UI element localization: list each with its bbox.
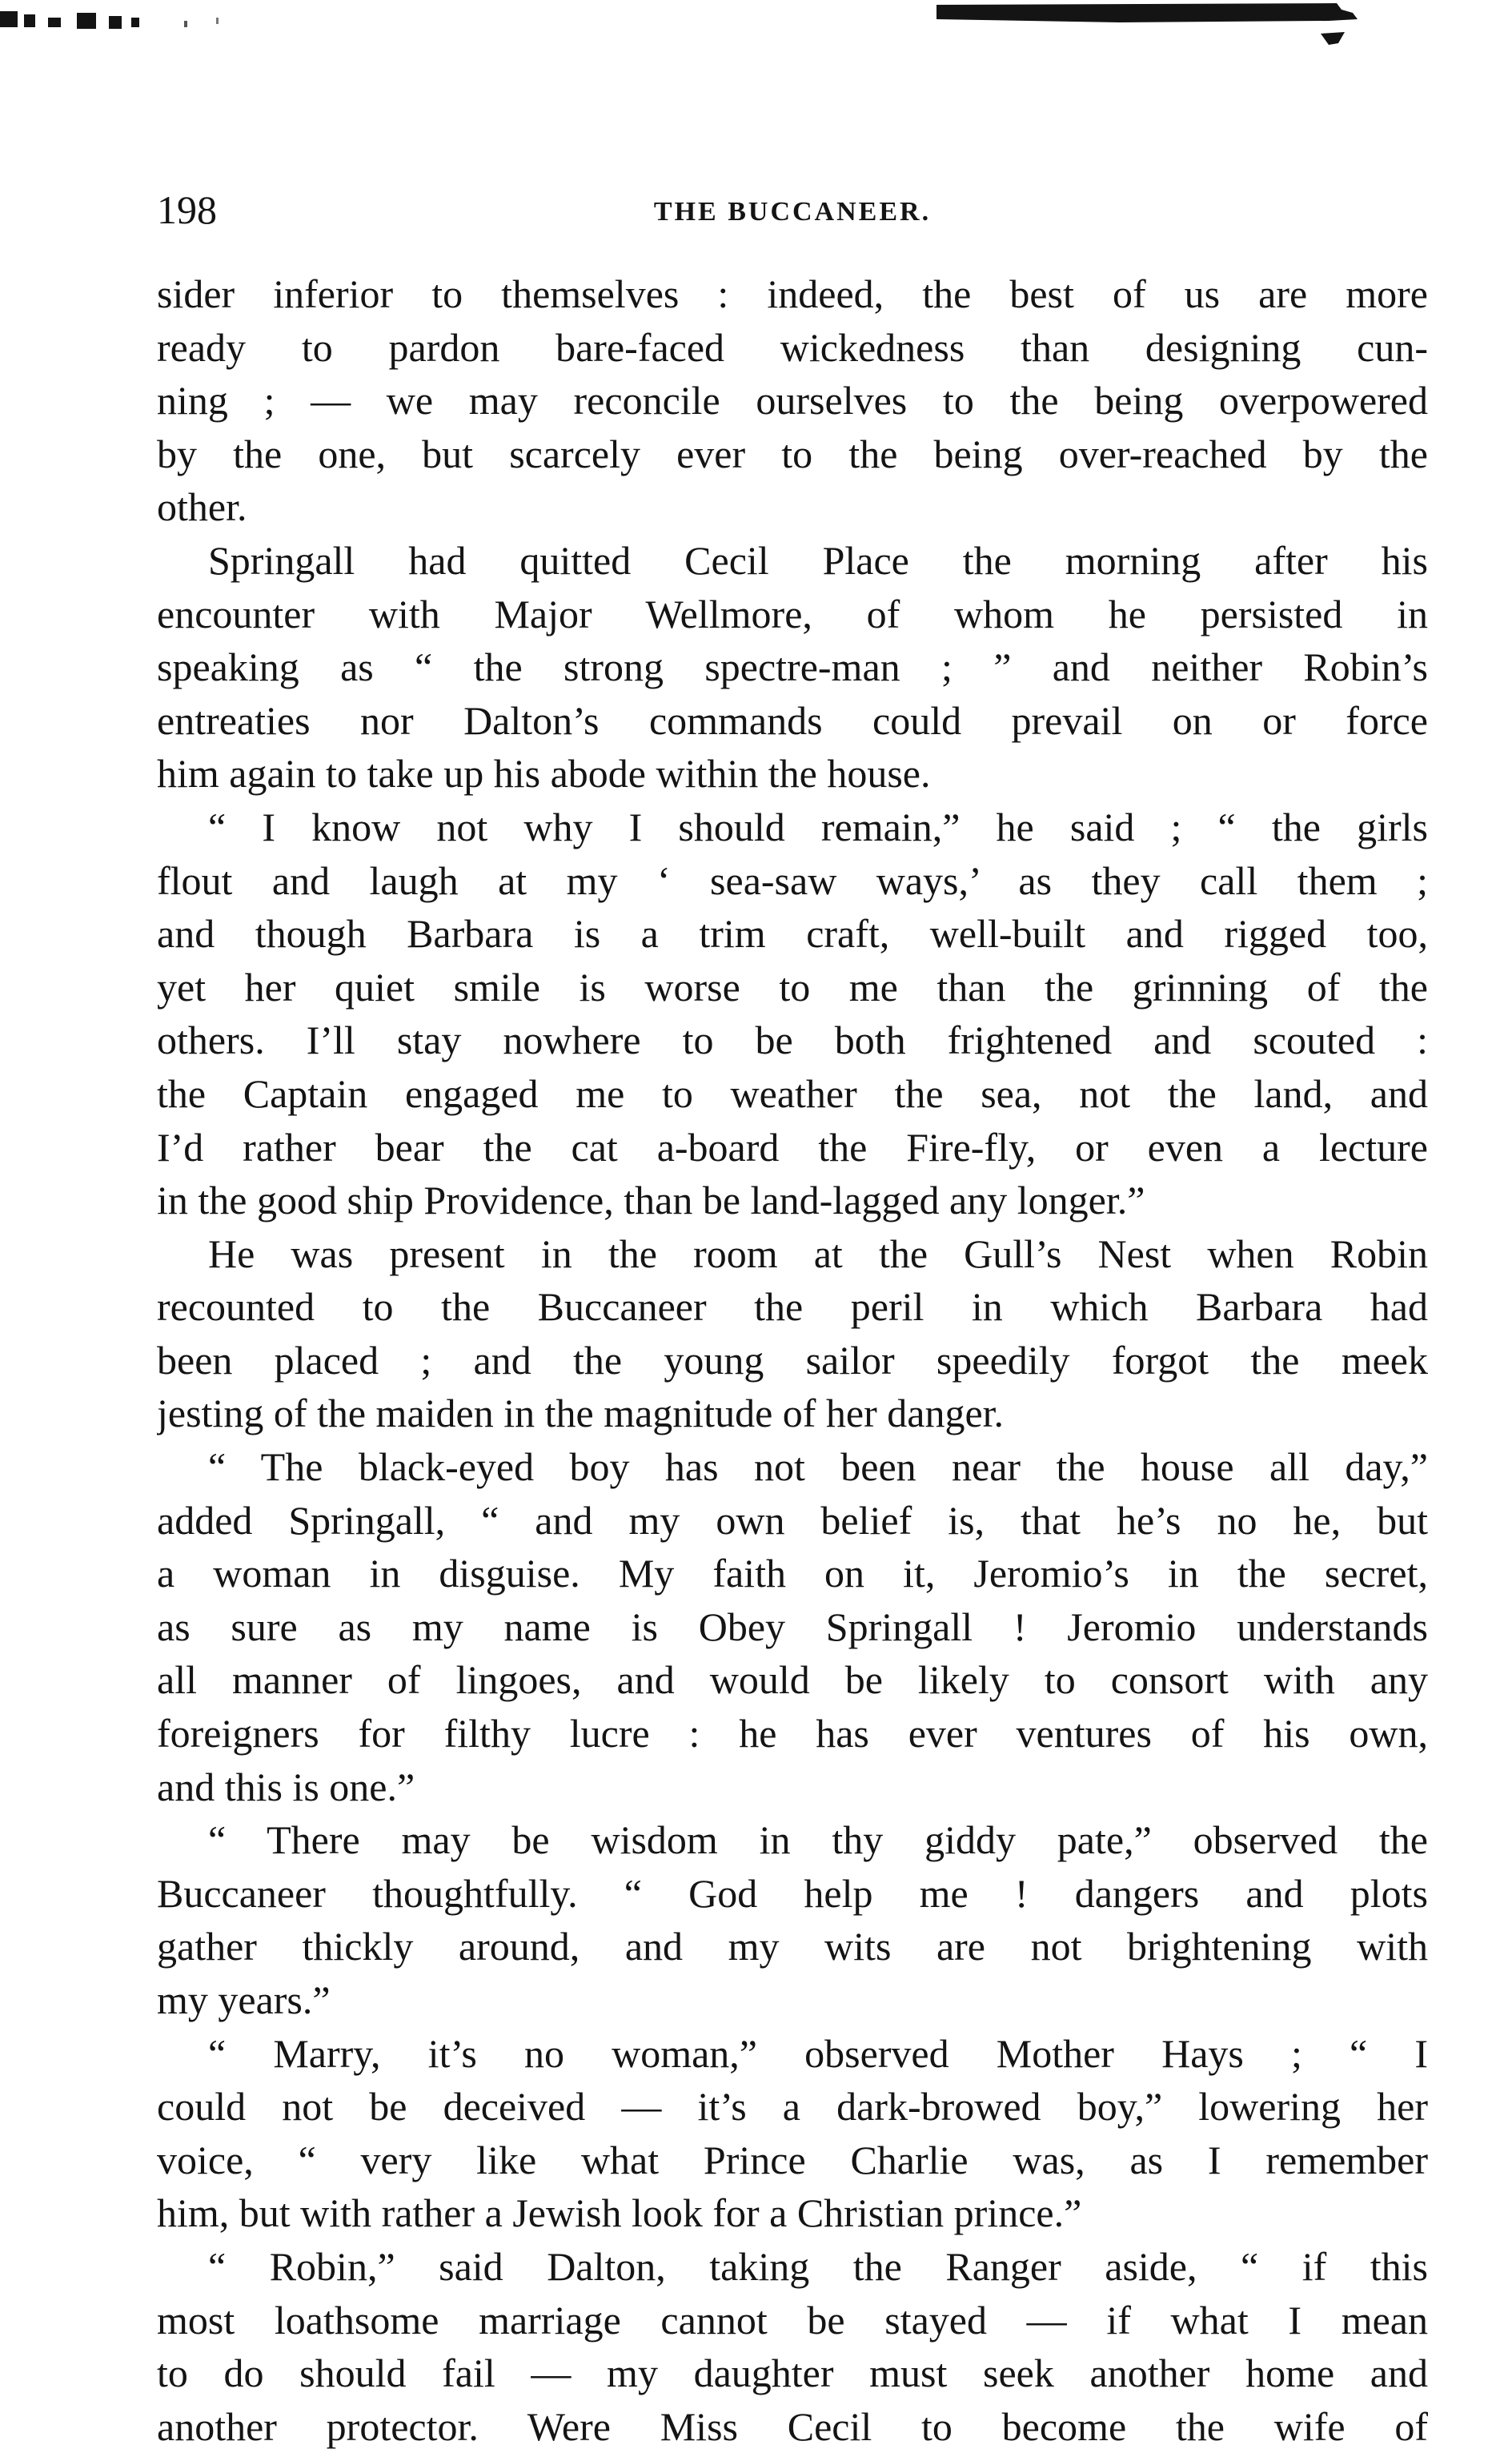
text-line: “ Robin,” said Dalton, taking the Ranger aside, “ if this (208, 2243, 1428, 2289)
text-line: in the good ship Providence, than be land-lagged any longer.” (157, 1178, 1145, 1223)
text-line: by the one, but scarcely ever to the being over-reached by the (157, 431, 1428, 476)
text-line: a woman in disguise. My faith on it, Jeromio’s in the secret, (157, 1551, 1428, 1596)
text-line: “ The black-eyed boy has not been near the house all day,” (208, 1444, 1428, 1490)
text-line: yet her quiet smile is worse to me than the grinning of the (157, 964, 1428, 1010)
text-line: ready to pardon bare-faced wickedness than designing cun- (157, 324, 1428, 370)
text-line: been placed ; and the young sailor speedily forgot the meek (157, 1337, 1428, 1383)
text-line: “ Marry, it’s no woman,” observed Mother Hays ; “ I (208, 2030, 1428, 2076)
text-line: as sure as my name is Obey Springall ! Jeromio understands (157, 1604, 1428, 1649)
text-line: and this is one.” (157, 1764, 415, 1809)
text-line: encounter with Major Wellmore, of whom he persisted in (157, 591, 1428, 636)
body-text (157, 267, 1428, 2453)
text-line: recounted to the Buccaneer the peril in which Barbara had (157, 1284, 1428, 1330)
page-header (157, 186, 1428, 234)
text-line: could not be deceived — it’s a dark-browed boy,” lowering her (157, 2084, 1428, 2130)
text-line: jesting of the maiden in the magnitude of her danger. (157, 1391, 1005, 1436)
text-line: foreigners for filthy lucre : he has ever ventures of his own, (157, 1711, 1428, 1756)
text-line: other. (157, 484, 247, 530)
text-line: Springall had quitted Cecil Place the morning after his (208, 537, 1428, 583)
text-line: all manner of lingoes, and would be likely to consort with any (157, 1657, 1428, 1703)
text-line: him, but with rather a Jewish look for a Christian prince.” (157, 2190, 1082, 2236)
text-line: others. I’ll stay nowhere to be both frightened and scouted : (157, 1018, 1428, 1063)
text-line: the Captain engaged me to weather the sea, not the land, and (157, 1070, 1428, 1116)
text-line: and though Barbara is a trim craft, well-built and rigged too, (157, 911, 1428, 957)
text-line: Buccaneer thoughtfully. “ God help me ! dangers and plots (157, 1870, 1428, 1916)
text-line: most loathsome marriage cannot be stayed — if what I mean (157, 2297, 1428, 2343)
text-line: “ I know not why I should remain,” he said ; “ the girls (208, 804, 1428, 849)
text-line: entreaties nor Dalton’s commands could prevail on or force (157, 697, 1428, 743)
running-title: THE BUCCANEER. (653, 197, 932, 227)
page-number: 198 (157, 187, 217, 232)
text-line: speaking as “ the strong spectre-man ; ” and neither Robin’s (157, 644, 1428, 690)
text-line: him again to take up his abode within the house. (157, 751, 931, 797)
text-line: He was present in the room at the Gull’s Nest when Robin (208, 1231, 1428, 1276)
text-line: gather thickly around, and my wits are not brightening with (157, 1924, 1428, 1969)
text-line: to do should fail — my daughter must seek another home and (157, 2351, 1428, 2396)
text-line: voice, “ very like what Prince Charlie was, as I remember (157, 2137, 1428, 2182)
text-line: I’d rather bear the cat a-board the Fire-fly, or even a lecture (157, 1124, 1428, 1170)
text-line: flout and laugh at my ‘ sea-saw ways,’ as they call them ; (157, 857, 1428, 903)
scan-artifact-marks (0, 0, 1512, 64)
text-line: “ There may be wisdom in thy giddy pate,” observed the (208, 1817, 1428, 1863)
text-line: sider inferior to themselves : indeed, the best of us are more (157, 271, 1428, 316)
text-line: another protector. Were Miss Cecil to become the wife of (157, 2403, 1428, 2449)
text-line: added Springall, “ and my own belief is, that he’s no he, but (157, 1497, 1428, 1543)
text-line: my years.” (157, 1977, 331, 2022)
text-line: ning ; — we may reconcile ourselves to the being overpowered (157, 378, 1428, 424)
